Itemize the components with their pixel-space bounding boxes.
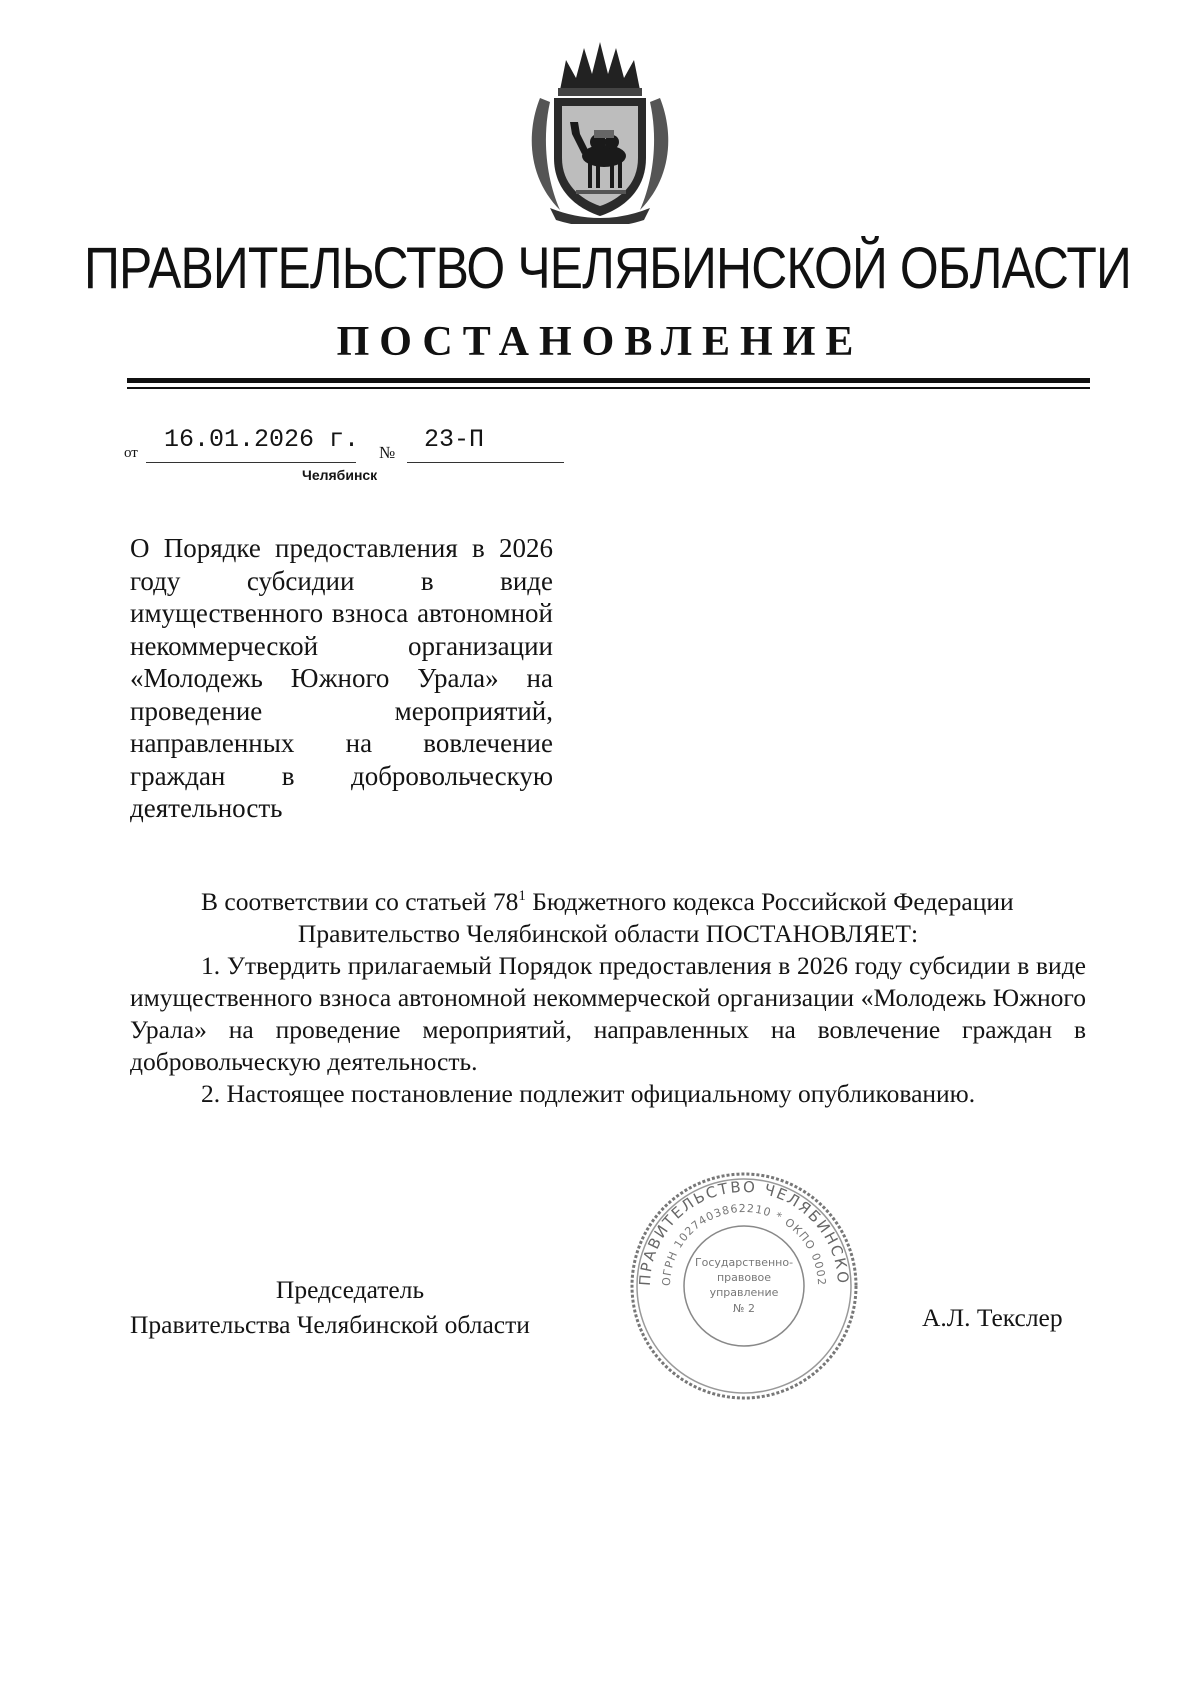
document-subject: О Порядке предоставления в 2026 году субсидии в виде имущественного взноса автономной некоммерческой организации «Молодежь Южного Урала» на проведение мероприятий, направленных на вовлечение граждан в добровольческую деятельность [130,533,553,823]
date-prefix: от [124,445,138,461]
date-underline [146,462,356,463]
resolution-clause: Правительство Челябинской области ПОСТАНОВЛЯЕТ: [297,919,919,948]
seal-center-line-1: Государственно- [694,1256,794,1269]
government-title: ПРАВИТЕЛЬСТВО ЧЕЛЯБИНСКОЙ ОБЛАСТИ [84,236,1132,301]
legal-basis-text: В соответствии со статьей 78 [201,887,519,916]
official-seal-stamp [628,1170,860,1402]
seal-center-line-4: № 2 [733,1302,755,1315]
document-body [130,886,1086,1110]
resolution-item-1: 1. Утвердить прилагаемый Порядок предоставления в 2026 году субсидии в виде имущественного взноса автономной некоммерческой организации «Молодежь Южного Урала» на проведение мероприятий, направленных на вовлечение граждан в добровольческую деятельность. [130,951,1086,1076]
legal-basis-text-continued: Бюджетного кодекса Российской Федерации [525,887,1014,916]
document-date: 16.01.2026 г. [164,425,360,454]
issue-city: Челябинск [302,467,378,483]
signatory-name: А.Л. Текслер [922,1303,1063,1332]
number-sign: № [379,443,396,462]
article-superscript: 1 [518,888,526,904]
header-divider-thick [127,378,1090,383]
seal-center-line-3: управление [709,1286,779,1299]
document-number: 23-П [424,425,485,454]
seal-ring-text: ПРАВИТЕЛЬСТВО ЧЕЛЯБИНСКО [635,1177,853,1287]
document-registration [124,425,564,485]
coat-of-arms-icon [520,38,680,224]
resolution-item-2: 2. Настоящее постановление подлежит официальному опубликованию. [201,1079,976,1108]
signatory-position-line-2: Правительства Челябинской области [130,1310,530,1339]
signatory-position-line-1: Председатель [275,1275,425,1304]
seal-codes-text: ОГРН 1027403862210 * ОКПО 0002 [659,1201,829,1287]
header-divider-thin [127,387,1090,389]
number-underline [407,462,564,463]
document-type-heading: ПОСТАНОВЛЕНИЕ [336,319,864,365]
signatory-position [130,1272,590,1342]
legal-basis-paragraph [130,886,1086,918]
seal-center-line-2: правовое [716,1271,772,1284]
